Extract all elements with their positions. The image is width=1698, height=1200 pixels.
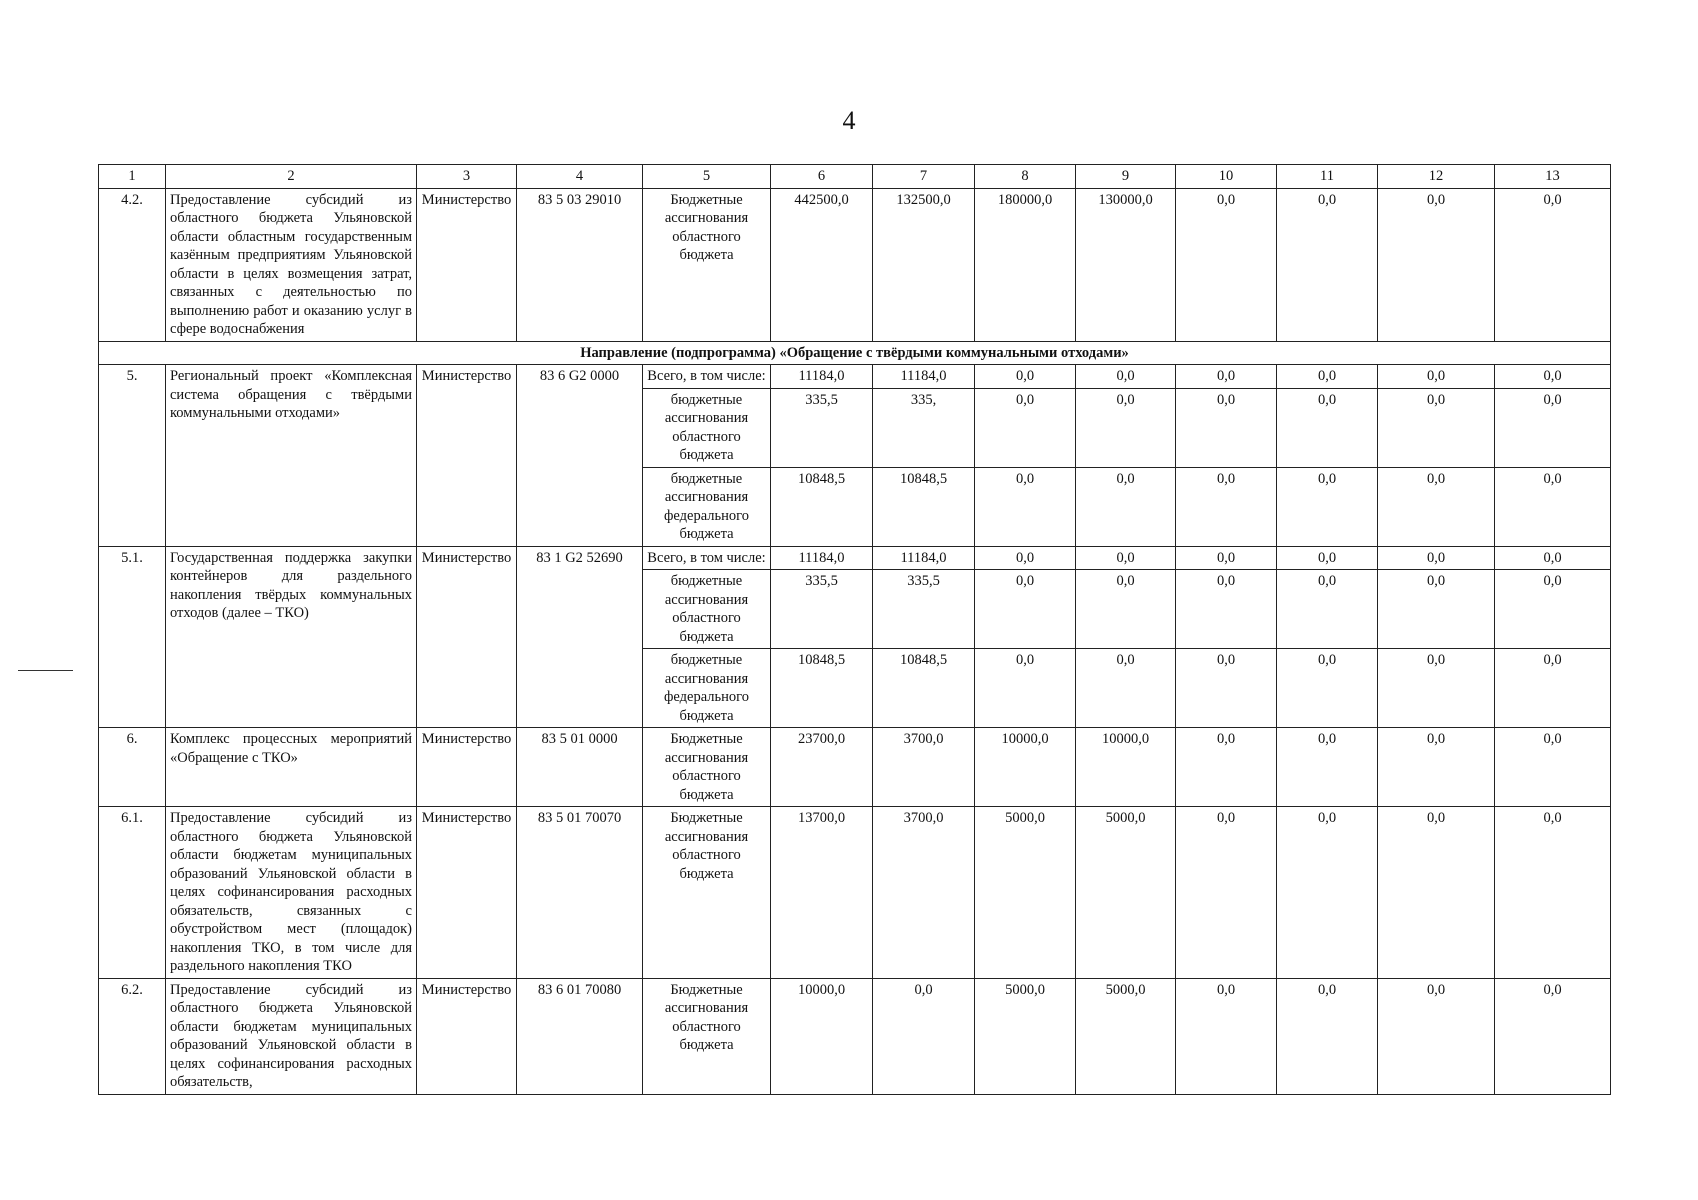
value-cell: 10848,5 bbox=[771, 467, 873, 546]
value-cell: 10000,0 bbox=[771, 978, 873, 1094]
value-cell: 11184,0 bbox=[771, 546, 873, 570]
row-responsible: Министерство bbox=[417, 546, 517, 728]
value-cell: 0,0 bbox=[1176, 978, 1277, 1094]
row-name: Комплекс процессных мероприятий «Обращение с ТКО» bbox=[166, 728, 417, 807]
row-number: 5. bbox=[99, 365, 166, 547]
value-cell: 0,0 bbox=[975, 649, 1076, 728]
header-cell: 3 bbox=[417, 165, 517, 189]
value-cell: 335,5 bbox=[873, 570, 975, 649]
value-cell: 442500,0 bbox=[771, 188, 873, 341]
value-cell: 5000,0 bbox=[975, 807, 1076, 979]
funding-source: Бюджетные ассигнования областного бюджета bbox=[643, 188, 771, 341]
table-row bbox=[99, 728, 1611, 807]
value-cell: 0,0 bbox=[1277, 978, 1378, 1094]
header-row bbox=[99, 165, 1611, 189]
row-responsible: Министерство bbox=[417, 365, 517, 547]
value-cell: 0,0 bbox=[1378, 570, 1495, 649]
header-cell: 8 bbox=[975, 165, 1076, 189]
value-cell: 5000,0 bbox=[1076, 807, 1176, 979]
value-cell: 5000,0 bbox=[1076, 978, 1176, 1094]
header-cell: 13 bbox=[1495, 165, 1611, 189]
value-cell: 0,0 bbox=[1076, 546, 1176, 570]
value-cell: 0,0 bbox=[1378, 546, 1495, 570]
value-cell: 3700,0 bbox=[873, 728, 975, 807]
value-cell: 0,0 bbox=[1076, 365, 1176, 389]
value-cell: 10848,5 bbox=[873, 649, 975, 728]
header-cell: 12 bbox=[1378, 165, 1495, 189]
value-cell: 0,0 bbox=[1495, 388, 1611, 467]
section-row bbox=[99, 341, 1611, 365]
section-title: Направление (подпрограмма) «Обращение с твёрдыми коммунальными отходами» bbox=[99, 341, 1611, 365]
value-cell: 11184,0 bbox=[873, 546, 975, 570]
funding-source: Бюджетные ассигнования областного бюджета bbox=[643, 728, 771, 807]
value-cell: 0,0 bbox=[1176, 570, 1277, 649]
page-number: 4 bbox=[842, 106, 856, 135]
value-cell: 0,0 bbox=[1277, 546, 1378, 570]
value-cell: 335, bbox=[873, 388, 975, 467]
row-code: 83 5 01 70070 bbox=[517, 807, 643, 979]
value-cell: 130000,0 bbox=[1076, 188, 1176, 341]
value-cell: 0,0 bbox=[1277, 570, 1378, 649]
value-cell: 0,0 bbox=[1495, 649, 1611, 728]
value-cell: 0,0 bbox=[1378, 467, 1495, 546]
value-cell: 0,0 bbox=[1176, 188, 1277, 341]
row-number: 6. bbox=[99, 728, 166, 807]
funding-source: бюджетные ассигнования областного бюджета bbox=[643, 570, 771, 649]
value-cell: 0,0 bbox=[1378, 728, 1495, 807]
table-row bbox=[99, 978, 1611, 1094]
row-name: Предоставление субсидий из областного бюджета Ульяновской области областным государственным казённым предприятиям Ульяновской области в целях возмещения затрат, связанных с деятельностью по выполнению работ и оказанию услуг в сфере водоснабжения bbox=[166, 188, 417, 341]
table-row bbox=[99, 188, 1611, 341]
value-cell: 0,0 bbox=[1277, 188, 1378, 341]
value-cell: 3700,0 bbox=[873, 807, 975, 979]
row-code: 83 5 03 29010 bbox=[517, 188, 643, 341]
value-cell: 0,0 bbox=[975, 546, 1076, 570]
value-cell: 0,0 bbox=[1176, 365, 1277, 389]
header-cell: 7 bbox=[873, 165, 975, 189]
row-code: 83 6 01 70080 bbox=[517, 978, 643, 1094]
row-number: 6.1. bbox=[99, 807, 166, 979]
value-cell: 10000,0 bbox=[1076, 728, 1176, 807]
funding-source: Бюджетные ассигнования областного бюджета bbox=[643, 978, 771, 1094]
value-cell: 11184,0 bbox=[873, 365, 975, 389]
table-row bbox=[99, 365, 1611, 389]
value-cell: 0,0 bbox=[1176, 388, 1277, 467]
value-cell: 335,5 bbox=[771, 388, 873, 467]
funding-source: Всего, в том числе: bbox=[643, 365, 771, 389]
value-cell: 5000,0 bbox=[975, 978, 1076, 1094]
funding-source: Всего, в том числе: bbox=[643, 546, 771, 570]
row-code: 83 1 G2 52690 bbox=[517, 546, 643, 728]
value-cell: 0,0 bbox=[975, 365, 1076, 389]
value-cell: 0,0 bbox=[1277, 467, 1378, 546]
value-cell: 0,0 bbox=[1495, 467, 1611, 546]
row-code: 83 5 01 0000 bbox=[517, 728, 643, 807]
row-name: Предоставление субсидий из областного бюджета Ульяновской области бюджетам муниципальных образований Ульяновской области в целях софинансирования расходных обязательств, связанных с обустройством мест (площадок) накопления ТКО, в том числе для раздельного накопления ТКО bbox=[166, 807, 417, 979]
budget-table bbox=[98, 164, 1611, 1095]
row-number: 4.2. bbox=[99, 188, 166, 341]
value-cell: 0,0 bbox=[1277, 807, 1378, 979]
value-cell: 0,0 bbox=[1378, 978, 1495, 1094]
value-cell: 132500,0 bbox=[873, 188, 975, 341]
value-cell: 0,0 bbox=[1378, 388, 1495, 467]
funding-source: бюджетные ассигнования федерального бюджета bbox=[643, 649, 771, 728]
value-cell: 10000,0 bbox=[975, 728, 1076, 807]
value-cell: 0,0 bbox=[1176, 546, 1277, 570]
value-cell: 335,5 bbox=[771, 570, 873, 649]
margin-line bbox=[18, 670, 73, 671]
row-responsible: Министерство bbox=[417, 978, 517, 1094]
value-cell: 0,0 bbox=[1495, 365, 1611, 389]
value-cell: 0,0 bbox=[1277, 728, 1378, 807]
value-cell: 0,0 bbox=[975, 388, 1076, 467]
value-cell: 0,0 bbox=[1378, 807, 1495, 979]
value-cell: 0,0 bbox=[975, 467, 1076, 546]
value-cell: 180000,0 bbox=[975, 188, 1076, 341]
row-name: Региональный проект «Комплексная система обращения с твёрдыми коммунальными отходами» bbox=[166, 365, 417, 547]
value-cell: 0,0 bbox=[1495, 728, 1611, 807]
value-cell: 0,0 bbox=[1277, 649, 1378, 728]
value-cell: 23700,0 bbox=[771, 728, 873, 807]
value-cell: 0,0 bbox=[1176, 649, 1277, 728]
row-name: Предоставление субсидий из областного бюджета Ульяновской области бюджетам муниципальных образований Ульяновской области в целях софинансирования расходных обязательств, bbox=[166, 978, 417, 1094]
value-cell: 0,0 bbox=[1495, 978, 1611, 1094]
funding-source: бюджетные ассигнования федерального бюджета bbox=[643, 467, 771, 546]
header-cell: 2 bbox=[166, 165, 417, 189]
value-cell: 0,0 bbox=[1076, 467, 1176, 546]
value-cell: 0,0 bbox=[1378, 365, 1495, 389]
value-cell: 0,0 bbox=[1378, 188, 1495, 341]
value-cell: 13700,0 bbox=[771, 807, 873, 979]
table-row bbox=[99, 546, 1611, 570]
header-cell: 5 bbox=[643, 165, 771, 189]
funding-source: Бюджетные ассигнования областного бюджета bbox=[643, 807, 771, 979]
funding-source: бюджетные ассигнования областного бюджета bbox=[643, 388, 771, 467]
header-cell: 11 bbox=[1277, 165, 1378, 189]
header-cell: 1 bbox=[99, 165, 166, 189]
row-code: 83 6 G2 0000 bbox=[517, 365, 643, 547]
row-number: 5.1. bbox=[99, 546, 166, 728]
value-cell: 0,0 bbox=[1076, 388, 1176, 467]
value-cell: 0,0 bbox=[1176, 467, 1277, 546]
value-cell: 0,0 bbox=[1495, 546, 1611, 570]
table-row bbox=[99, 807, 1611, 979]
row-responsible: Министерство bbox=[417, 728, 517, 807]
row-name: Государственная поддержка закупки контейнеров для раздельного накопления твёрдых коммунальных отходов (далее – ТКО) bbox=[166, 546, 417, 728]
value-cell: 10848,5 bbox=[873, 467, 975, 546]
value-cell: 0,0 bbox=[1176, 807, 1277, 979]
value-cell: 0,0 bbox=[975, 570, 1076, 649]
value-cell: 0,0 bbox=[1076, 570, 1176, 649]
value-cell: 0,0 bbox=[1378, 649, 1495, 728]
header-cell: 9 bbox=[1076, 165, 1176, 189]
value-cell: 0,0 bbox=[1495, 570, 1611, 649]
value-cell: 0,0 bbox=[1176, 728, 1277, 807]
value-cell: 0,0 bbox=[1277, 365, 1378, 389]
value-cell: 0,0 bbox=[873, 978, 975, 1094]
value-cell: 10848,5 bbox=[771, 649, 873, 728]
value-cell: 0,0 bbox=[1277, 388, 1378, 467]
value-cell: 11184,0 bbox=[771, 365, 873, 389]
value-cell: 0,0 bbox=[1495, 807, 1611, 979]
header-cell: 4 bbox=[517, 165, 643, 189]
row-responsible: Министерство bbox=[417, 188, 517, 341]
header-cell: 10 bbox=[1176, 165, 1277, 189]
value-cell: 0,0 bbox=[1076, 649, 1176, 728]
value-cell: 0,0 bbox=[1495, 188, 1611, 341]
header-cell: 6 bbox=[771, 165, 873, 189]
row-responsible: Министерство bbox=[417, 807, 517, 979]
row-number: 6.2. bbox=[99, 978, 166, 1094]
